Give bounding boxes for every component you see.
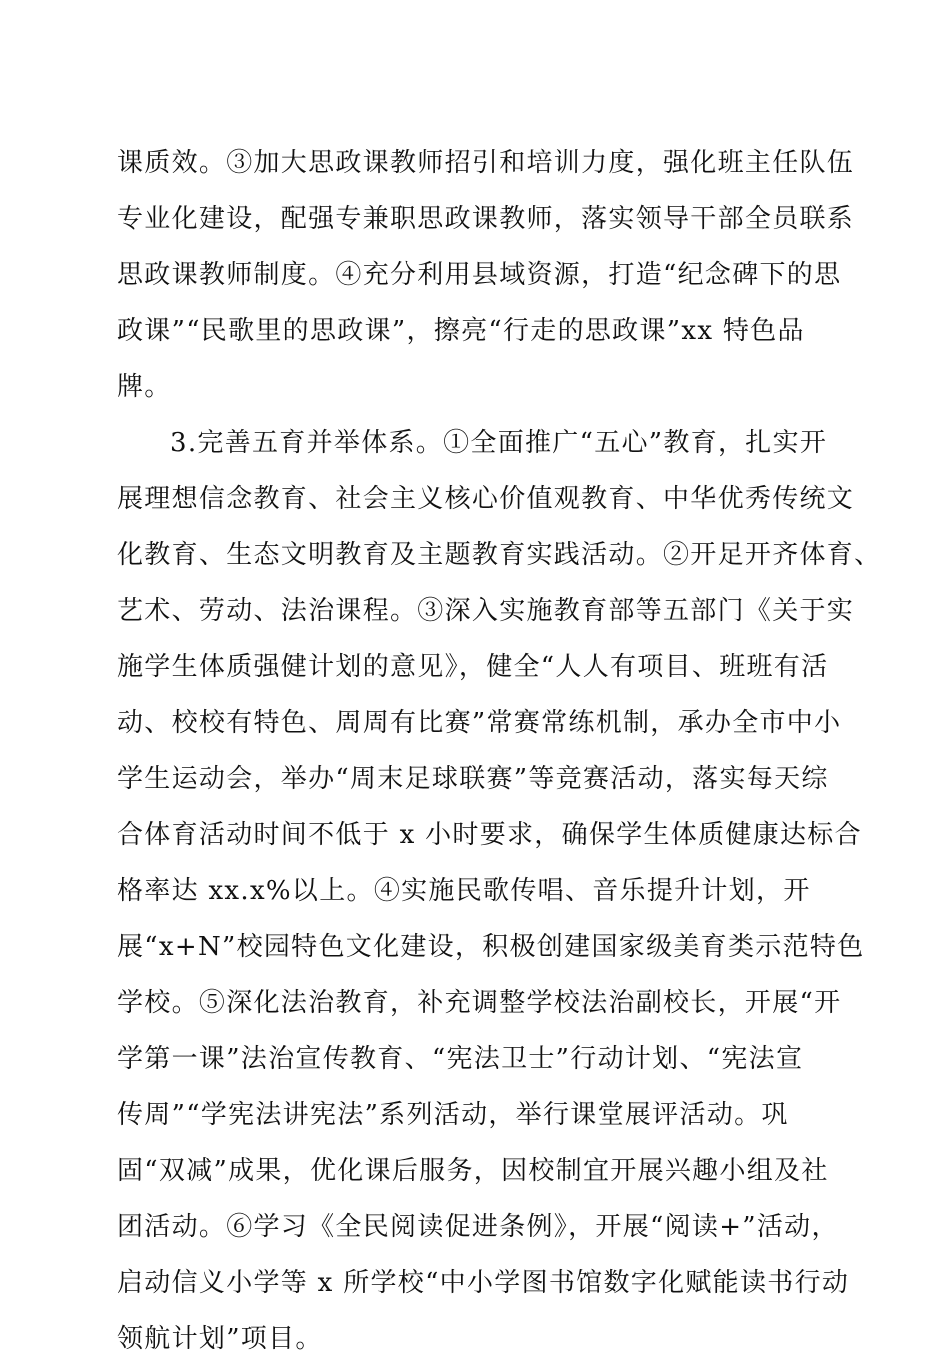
section-heading-line: 3.完善五育并举体系。①全面推广“五心”教育，扎实开 [170,428,828,458]
text-line: 牌。 [117,372,172,402]
text-line: 学校。⑤深化法治教育，补充调整学校法治副校长，开展“开 [117,988,842,1018]
text-line: 展“x+N”校园特色文化建设，积极创建国家级美育类示范特色 [117,932,865,962]
text-line: 合体育活动时间不低于 x 小时要求，确保学生体质健康达标合 [117,820,862,850]
text-line: 专业化建设，配强专兼职思政课教师，落实领导干部全员联系 [117,204,855,234]
text-line: 学第一课”法治宣传教育、“宪法卫士”行动计划、“宪法宣 [117,1044,804,1074]
text-line: 动、校校有特色、周周有比赛”常赛常练机制，承办全市中小 [117,708,842,738]
text-line: 领航计划”项目。 [117,1324,323,1354]
text-line: 艺术、劳动、法治课程。③深入实施教育部等五部门《关于实 [117,596,855,626]
text-line: 固“双减”成果，优化课后服务，因校制宜开展兴趣小组及社 [117,1156,829,1186]
text-line: 施学生体质强健计划的意见》，健全“人人有项目、班班有活 [117,652,829,682]
text-line: 展理想信念教育、社会主义核心价值观教育、中华优秀传统文 [117,484,855,514]
text-line: 团活动。⑥学习《全民阅读促进条例》，开展“阅读+”活动， [117,1212,839,1242]
text-line: 格率达 xx.x%以上。④实施民歌传唱、音乐提升计划，开 [117,876,811,906]
text-line: 启动信义小学等 x 所学校“中小学图书馆数字化赋能读书行动 [117,1268,850,1298]
text-line: 思政课教师制度。④充分利用县域资源，打造“纪念碑下的思 [117,260,842,290]
text-line: 课质效。③加大思政课教师招引和培训力度，强化班主任队伍 [117,148,855,178]
text-line: 传周”“学宪法讲宪法”系列活动，举行课堂展评活动。巩 [117,1100,789,1130]
text-line: 学生运动会，举办“周末足球联赛”等竞赛活动，落实每天综 [117,764,829,794]
text-line: 政课”“民歌里的思政课”，擦亮“行走的思政课”xx 特色品 [117,316,805,346]
text-line: 化教育、生态文明教育及主题教育实践活动。②开足开齐体育、 [117,540,882,570]
